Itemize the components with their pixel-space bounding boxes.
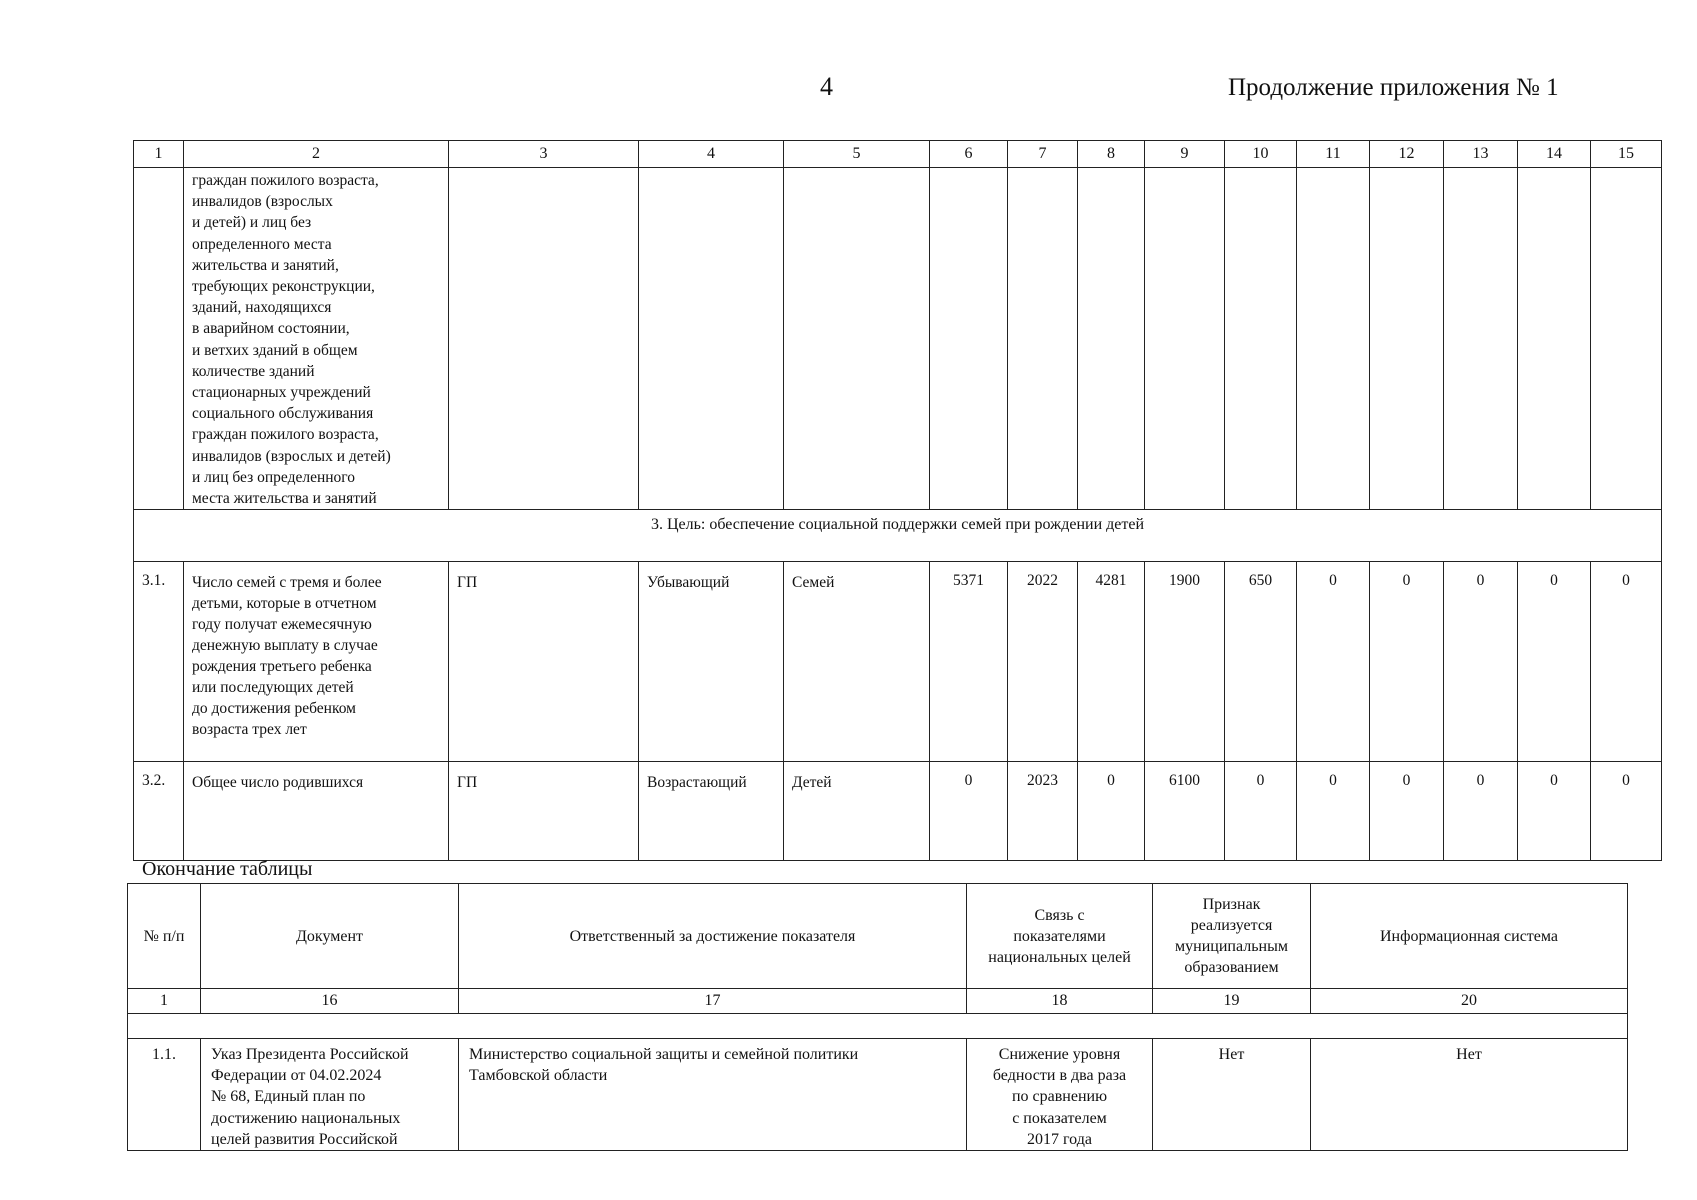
empty-cell — [1591, 168, 1662, 510]
link-cell: Снижение уровня бедности в два раза по сравнению с показателем 2017 года — [967, 1039, 1153, 1151]
empty-cell — [1078, 168, 1145, 510]
row-index: 3.2. — [134, 762, 184, 861]
end-header-row — [128, 884, 1628, 989]
empty-cell — [128, 1014, 1628, 1039]
value-cell: 0 — [1370, 762, 1444, 861]
value-cell: 650 — [1225, 562, 1297, 762]
value-cell: 0 — [1444, 762, 1518, 861]
col-number: 9 — [1145, 141, 1225, 168]
municipal-cell: Нет — [1153, 1039, 1311, 1151]
value-cell: 0 — [1518, 762, 1591, 861]
empty-cell — [1225, 168, 1297, 510]
empty-cell — [1008, 168, 1078, 510]
col-number: 14 — [1518, 141, 1591, 168]
value-cell: 0 — [1444, 562, 1518, 762]
col-number: 7 — [1008, 141, 1078, 168]
value-cell: 2022 — [1008, 562, 1078, 762]
empty-cell — [134, 168, 184, 510]
empty-cell — [1297, 168, 1370, 510]
row-index: 1.1. — [128, 1039, 201, 1151]
empty-cell — [930, 168, 1008, 510]
table-row — [128, 1039, 1628, 1151]
header-info-system: Информационная система — [1311, 884, 1628, 989]
column-number-row — [134, 141, 1662, 168]
col-number: 20 — [1311, 989, 1628, 1014]
empty-cell — [1518, 168, 1591, 510]
value-cell: 0 — [1297, 562, 1370, 762]
value-cell: 5371 — [930, 562, 1008, 762]
page-number: 4 — [820, 72, 833, 101]
col-number: 13 — [1444, 141, 1518, 168]
value-cell: 0 — [1518, 562, 1591, 762]
indicator-level: ГП — [449, 762, 639, 861]
document-cell: Указ Президента Российской Федерации от 04.02.2024 № 68, Единый план по достижению национальных целей развития Российской — [201, 1039, 459, 1151]
col-number: 1 — [134, 141, 184, 168]
empty-cell — [1444, 168, 1518, 510]
indicator-unit: Семей — [784, 562, 930, 762]
col-number: 1 — [128, 989, 201, 1014]
end-column-number-row — [128, 989, 1628, 1014]
blank-row — [128, 1014, 1628, 1039]
col-number: 15 — [1591, 141, 1662, 168]
end-table — [127, 883, 1628, 1151]
indicator-unit: Детей — [784, 762, 930, 861]
value-cell: 0 — [1078, 762, 1145, 861]
indicator-trend: Убывающий — [639, 562, 784, 762]
col-number: 2 — [184, 141, 449, 168]
header-link: Связь с показателями национальных целей — [967, 884, 1153, 989]
indicators-table — [133, 140, 1662, 861]
col-number: 16 — [201, 989, 459, 1014]
indicator-name: Число семей с тремя и более детьми, которые в отчетном году получат ежемесячную денежную выплату в случае рождения третьего ребенка или последующих детей до достижения ребенком возраста трех лет — [184, 562, 449, 762]
value-cell: 4281 — [1078, 562, 1145, 762]
indicator-level: ГП — [449, 562, 639, 762]
header-municipal: Признак реализуется муниципальным образованием — [1153, 884, 1311, 989]
goal-row — [134, 510, 1662, 562]
empty-cell — [784, 168, 930, 510]
continuation-title: Продолжение приложения № 1 — [1228, 74, 1559, 101]
value-cell: 2023 — [1008, 762, 1078, 861]
value-cell: 0 — [1591, 562, 1662, 762]
col-number: 12 — [1370, 141, 1444, 168]
col-number: 17 — [459, 989, 967, 1014]
value-cell: 1900 — [1145, 562, 1225, 762]
value-cell: 0 — [930, 762, 1008, 861]
info-system-cell: Нет — [1311, 1039, 1628, 1151]
continuation-row — [134, 168, 1662, 510]
value-cell: 0 — [1591, 762, 1662, 861]
col-number: 6 — [930, 141, 1008, 168]
value-cell: 0 — [1225, 762, 1297, 861]
header-num: № п/п — [128, 884, 201, 989]
goal-title: 3. Цель: обеспечение социальной поддержки семей при рождении детей — [134, 510, 1662, 562]
table-row — [134, 562, 1662, 762]
col-number: 5 — [784, 141, 930, 168]
empty-cell — [1145, 168, 1225, 510]
table-row — [134, 762, 1662, 861]
header-responsible: Ответственный за достижение показателя — [459, 884, 967, 989]
value-cell: 0 — [1370, 562, 1444, 762]
responsible-cell: Министерство социальной защиты и семейной политики Тамбовской области — [459, 1039, 967, 1151]
empty-cell — [639, 168, 784, 510]
empty-cell — [449, 168, 639, 510]
col-number: 3 — [449, 141, 639, 168]
value-cell: 0 — [1297, 762, 1370, 861]
indicator-name: Общее число родившихся — [184, 762, 449, 861]
row-index: 3.1. — [134, 562, 184, 762]
continuation-text: граждан пожилого возраста, инвалидов (взрослых и детей) и лиц без определенного места жительства и занятий, требующих реконструкции, зданий, находящихся в аварийном состоянии, и ветхих зданий в общем количестве зданий стационарных учреждений социального обслуживания граждан пожилого возраста, инвалидов (взрослых и детей) и лиц без определенного места жительства и занятий — [184, 168, 449, 510]
col-number: 10 — [1225, 141, 1297, 168]
end-table-caption: Окончание таблицы — [142, 858, 313, 880]
col-number: 18 — [967, 989, 1153, 1014]
indicator-trend: Возрастающий — [639, 762, 784, 861]
empty-cell — [1370, 168, 1444, 510]
header-document: Документ — [201, 884, 459, 989]
col-number: 19 — [1153, 989, 1311, 1014]
value-cell: 6100 — [1145, 762, 1225, 861]
col-number: 11 — [1297, 141, 1370, 168]
col-number: 8 — [1078, 141, 1145, 168]
col-number: 4 — [639, 141, 784, 168]
